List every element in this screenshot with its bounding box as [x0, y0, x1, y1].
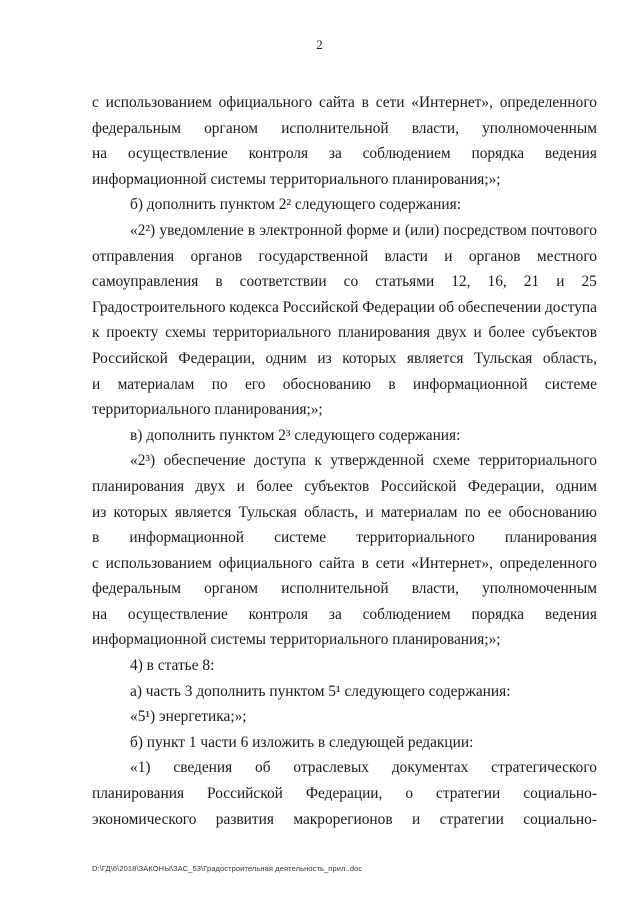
- line-text: территориального планирования;»;: [92, 401, 323, 419]
- word: Градостроительного: [92, 298, 226, 316]
- word: территориального: [356, 529, 475, 547]
- word: Российской: [380, 477, 457, 495]
- word: ведения: [544, 145, 597, 163]
- text-line: [92, 372, 597, 398]
- word: в: [247, 221, 256, 239]
- word: уполномоченным: [482, 580, 597, 598]
- text-line: [92, 525, 597, 551]
- word: с: [92, 554, 99, 572]
- word: схемы: [165, 324, 206, 342]
- word: двух: [195, 477, 226, 495]
- word: материалам: [380, 503, 458, 521]
- word: 21: [523, 273, 540, 291]
- word: в: [215, 273, 223, 291]
- text-line: [92, 730, 597, 756]
- word: стратегии: [439, 810, 504, 828]
- word: использованием: [105, 94, 212, 111]
- word: форме: [346, 221, 389, 239]
- text-line: [92, 192, 597, 218]
- word: планирования: [92, 785, 185, 803]
- word: за: [328, 605, 342, 623]
- word: и: [412, 810, 421, 828]
- word: по: [211, 375, 228, 393]
- word: по: [464, 503, 481, 521]
- word: схеме: [432, 452, 470, 470]
- text-line: [92, 218, 597, 244]
- word: материалам: [117, 375, 195, 393]
- word: проекту: [106, 324, 159, 342]
- word: со: [343, 273, 359, 291]
- text-line: [92, 448, 597, 474]
- text-line: [92, 653, 597, 679]
- word: органом: [204, 119, 259, 137]
- text-line: [92, 90, 597, 116]
- word: социально-: [523, 785, 597, 803]
- line-text: б) дополнить пунктом 2² следующего содержания:: [130, 196, 461, 214]
- word: экономического: [92, 810, 197, 828]
- word: территориального: [212, 324, 332, 342]
- word: к: [92, 324, 100, 342]
- word: в: [361, 554, 369, 572]
- line-text: 4) в статье 8:: [130, 657, 215, 675]
- word: к: [314, 452, 322, 470]
- word: отправления: [92, 247, 175, 265]
- word: уведомление: [159, 221, 244, 239]
- word: соблюдением: [362, 605, 451, 623]
- word: сведения: [173, 759, 233, 777]
- text-line: [92, 269, 597, 295]
- word: органов: [190, 247, 243, 265]
- word: «Интернет»,: [411, 554, 493, 572]
- word: ведения: [544, 605, 597, 623]
- word: одним: [265, 349, 307, 367]
- page-number: 2: [316, 37, 323, 52]
- line-text: «5¹) энергетика;»;: [130, 708, 247, 726]
- word: субъектов: [304, 477, 370, 495]
- word: посредством: [443, 221, 527, 239]
- word: органов: [468, 247, 521, 265]
- text-line: [92, 679, 597, 705]
- word: «2³): [130, 452, 156, 470]
- word: ее: [487, 503, 502, 521]
- line-text: в) дополнить пунктом 2³ следующего содержания:: [130, 426, 461, 444]
- word: уполномоченным: [482, 119, 597, 137]
- word: порядка: [471, 145, 525, 163]
- word: документах: [391, 759, 469, 777]
- word: порядка: [471, 605, 525, 623]
- word: сайта: [318, 94, 355, 111]
- text-line: [92, 474, 597, 500]
- word: определенного: [499, 554, 597, 572]
- word: электронной: [259, 221, 343, 239]
- word: планирования: [337, 324, 431, 342]
- word: системе: [274, 529, 327, 547]
- word: определенного: [499, 94, 597, 111]
- word: его: [244, 375, 266, 393]
- word: является: [174, 503, 232, 521]
- word: и: [392, 221, 401, 239]
- text-line: [92, 781, 597, 807]
- word: власти,: [411, 119, 459, 137]
- word: об: [438, 298, 455, 316]
- text-line: [92, 602, 597, 628]
- text-line: [92, 551, 597, 577]
- word: контроля: [248, 145, 309, 163]
- word: и: [365, 503, 374, 521]
- word: более: [256, 477, 293, 495]
- word: государственной: [258, 247, 369, 265]
- word: 12,: [451, 273, 471, 291]
- word: системе: [544, 375, 597, 393]
- word: почтового: [530, 221, 597, 239]
- word: с: [92, 94, 99, 111]
- word: об: [255, 759, 271, 777]
- word: контроля: [248, 605, 309, 623]
- word: является: [406, 349, 464, 367]
- word: макрорегионов: [293, 810, 393, 828]
- word: исполнительной: [281, 580, 389, 598]
- word: сайта: [318, 554, 355, 572]
- text-line: [92, 807, 597, 833]
- word: статьями: [375, 273, 435, 291]
- word: утвержденной: [330, 452, 425, 470]
- text-line: [92, 295, 597, 321]
- line-text: а) часть 3 дополнить пунктом 5¹ следующего содержания:: [130, 682, 511, 700]
- word: власти: [384, 247, 428, 265]
- word: одним: [555, 477, 597, 495]
- word: федеральным: [92, 580, 181, 598]
- word: которых: [342, 349, 397, 367]
- word: за: [328, 145, 342, 163]
- word: местного: [536, 247, 597, 265]
- text-line: [92, 576, 597, 602]
- word: из: [317, 349, 332, 367]
- word: Федерации: [362, 298, 435, 316]
- word: и: [92, 375, 101, 393]
- text-line: [92, 167, 597, 193]
- text-line: [92, 397, 597, 423]
- word: «Интернет»,: [411, 94, 493, 111]
- text-line: [92, 116, 597, 142]
- word: субъектов: [531, 324, 597, 342]
- word: Тульская: [238, 503, 297, 521]
- word: обоснованию: [508, 503, 597, 521]
- word: планирования: [92, 477, 185, 495]
- word: на: [92, 145, 108, 163]
- word: отраслевых: [293, 759, 369, 777]
- word: в: [361, 94, 369, 111]
- text-line: [92, 500, 597, 526]
- word: в: [92, 529, 100, 547]
- word: из: [92, 503, 107, 521]
- word: обеспечении: [457, 298, 542, 316]
- word: и: [556, 273, 565, 291]
- text-line: [92, 244, 597, 270]
- text-line: [92, 320, 597, 346]
- word: федеральным: [92, 119, 181, 137]
- word: «1): [130, 759, 151, 777]
- word: Федерации,: [178, 349, 255, 367]
- word: в: [388, 375, 396, 393]
- text-line: [92, 141, 597, 167]
- document-body: [92, 90, 597, 832]
- word: Российской: [92, 349, 168, 367]
- word: развития: [215, 810, 274, 828]
- word: использованием: [105, 554, 212, 572]
- line-text: информационной системы территориального планирования;»;: [92, 170, 501, 188]
- word: и: [473, 324, 482, 342]
- word: о: [405, 785, 414, 803]
- text-line: [92, 755, 597, 781]
- word: информационной: [129, 529, 245, 547]
- word: Федерации,: [467, 477, 545, 495]
- word: информационной: [412, 375, 528, 393]
- word: и: [236, 477, 245, 495]
- word: Тульская: [474, 349, 533, 367]
- word: сети: [375, 94, 405, 111]
- word: территориального: [478, 452, 597, 470]
- word: на: [92, 605, 108, 623]
- word: самоуправления: [92, 273, 199, 291]
- word: осуществление: [127, 605, 228, 623]
- text-line: [92, 346, 597, 372]
- text-line: [92, 627, 597, 653]
- line-text: информационной системы территориального планирования;»;: [92, 631, 501, 649]
- word: обеспечение: [163, 452, 246, 470]
- word: официального: [218, 94, 313, 111]
- word: официального: [218, 554, 313, 572]
- word: обоснованию: [282, 375, 371, 393]
- word: кодекса: [229, 298, 279, 316]
- word: Российской: [207, 785, 283, 803]
- word: планирования: [504, 529, 597, 547]
- footer-file-path: D:\ГД\6\2018\ЗАКОНЫ\ЗАС_53\Градостроительная деятельность_прил..doc: [92, 864, 363, 873]
- word: 25: [581, 273, 597, 291]
- word: Российской: [282, 298, 359, 316]
- word: Федерации,: [305, 785, 383, 803]
- word: осуществление: [127, 145, 228, 163]
- word: «2²): [130, 221, 156, 239]
- word: стратегического: [491, 759, 597, 777]
- word: область,: [542, 349, 597, 367]
- word: (или): [404, 221, 440, 239]
- word: более: [488, 324, 526, 342]
- word: сети: [375, 554, 405, 572]
- word: органом: [204, 580, 259, 598]
- word: исполнительной: [281, 119, 389, 137]
- word: двух: [436, 324, 467, 342]
- word: власти,: [411, 580, 459, 598]
- word: область,: [304, 503, 359, 521]
- word: 16,: [487, 273, 507, 291]
- text-line: [92, 704, 597, 730]
- word: социально-: [523, 810, 597, 828]
- text-line: [92, 423, 597, 449]
- line-text: б) пункт 1 части 6 изложить в следующей редакции:: [130, 733, 474, 751]
- word: доступа: [253, 452, 306, 470]
- word: которых: [113, 503, 168, 521]
- word: стратегии: [436, 785, 501, 803]
- word: доступа: [544, 298, 597, 316]
- word: соответствии: [239, 273, 327, 291]
- word: и: [444, 247, 453, 265]
- word: соблюдением: [362, 145, 451, 163]
